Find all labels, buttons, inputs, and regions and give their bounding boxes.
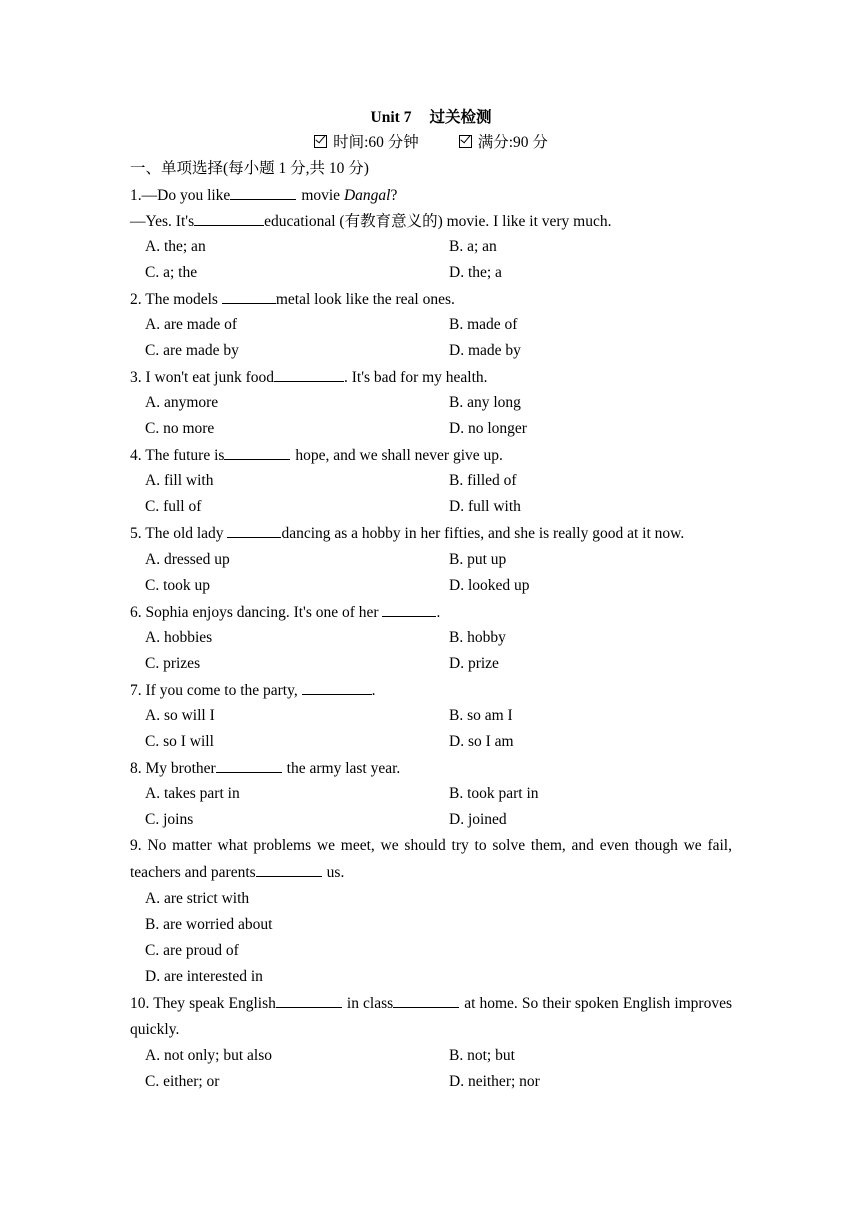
stem-text: in class (346, 995, 394, 1012)
movie-title: Dangal (343, 187, 391, 204)
time-info (314, 130, 419, 156)
question-10-stem (130, 990, 732, 1043)
stem-text: at home. So their spoken English improves quickly. (130, 995, 733, 1038)
stem-text: 5. The old lady (130, 525, 228, 542)
stem-text: 2. The models (130, 291, 222, 308)
option-d: D. made by (449, 342, 521, 359)
stem-text: 3. I won't eat junk food (130, 369, 274, 386)
answer-blank (216, 755, 282, 773)
stem-text: 8. My brother (130, 760, 216, 777)
question-number: 1. (130, 187, 142, 204)
option-d: D. joined (449, 811, 507, 828)
options-row (130, 886, 732, 912)
question-1-stem-2 (130, 208, 732, 234)
question-6-stem (130, 599, 732, 625)
options-row (130, 912, 732, 938)
option-d: D. no longer (449, 420, 527, 437)
stem-text: ? (390, 187, 398, 204)
stem-text: the army last year. (286, 760, 401, 777)
answer-blank (224, 442, 290, 460)
options-row (130, 1043, 732, 1069)
option-a: A. so will I (145, 707, 215, 724)
option-b: B. hobby (449, 629, 506, 646)
checkbox-icon (459, 135, 472, 148)
option-a: A. are made of (145, 316, 238, 333)
options-row (130, 234, 732, 260)
stem-text: hope, and we shall never give up. (295, 447, 503, 464)
stem-text: metal look like the real ones. (275, 291, 455, 308)
stem-text: 10. They speak English (130, 995, 276, 1012)
option-b: B. so am I (449, 707, 513, 724)
answer-blank (256, 859, 322, 877)
option-b: B. put up (449, 551, 507, 568)
options-row (130, 807, 732, 833)
unit-label: Unit 7 (370, 109, 412, 126)
option-a: A. takes part in (145, 785, 240, 802)
options-row (130, 1069, 732, 1095)
question-5-stem (130, 520, 732, 547)
question-7-stem (130, 677, 732, 703)
option-a: A. anymore (145, 394, 219, 411)
option-a: A. are strict with (145, 890, 250, 907)
answer-blank (302, 677, 372, 695)
page-title (130, 106, 732, 130)
answer-blank (227, 520, 281, 538)
stem-text: —Do you like (141, 187, 231, 204)
option-a: A. dressed up (145, 551, 230, 568)
option-b: B. a; an (449, 238, 497, 255)
option-b: B. took part in (449, 785, 539, 802)
option-a: A. not only; but also (145, 1047, 273, 1064)
answer-blank (230, 182, 296, 200)
options-row (130, 416, 732, 442)
question-4-stem (130, 442, 732, 468)
option-b: B. made of (449, 316, 518, 333)
options-row (130, 573, 732, 599)
stem-text: —Yes. It's (130, 213, 195, 230)
option-c: C. joins (145, 811, 194, 828)
option-d: D. prize (449, 655, 499, 672)
options-row (130, 494, 732, 520)
option-a: A. fill with (145, 472, 214, 489)
option-c: C. either; or (145, 1073, 220, 1090)
options-row (130, 390, 732, 416)
stem-text: . It's bad for my health. (344, 369, 488, 386)
option-d: D. so I am (449, 733, 514, 750)
options-row (130, 468, 732, 494)
option-d: D. neither; nor (449, 1073, 540, 1090)
section-heading: 一、单项选择(每小题 1 分,共 10 分) (130, 160, 369, 177)
stem-text: us. (326, 864, 345, 881)
options-row (130, 260, 732, 286)
option-d: D. are interested in (145, 968, 263, 985)
stem-text: 9. No matter what problems we meet, we should try to solve them, and even though we fail, teachers and parents (130, 837, 732, 881)
options-row (130, 781, 732, 807)
stem-text: educational (有教育意义的) movie. I like it very much. (264, 213, 612, 230)
option-d: D. full with (449, 498, 521, 515)
option-c: C. a; the (145, 264, 198, 281)
stem-text: 6. Sophia enjoys dancing. It's one of her (130, 604, 383, 621)
option-b: B. filled of (449, 472, 517, 489)
options-row (130, 729, 732, 755)
option-b: B. are worried about (145, 916, 273, 933)
question-3-stem (130, 364, 732, 390)
options-row (130, 651, 732, 677)
checkbox-icon (314, 135, 327, 148)
stem-text: 7. If you come to the party, (130, 682, 302, 699)
option-a: A. hobbies (145, 629, 213, 646)
option-a: A. the; an (145, 238, 206, 255)
answer-blank (194, 208, 264, 226)
answer-blank (393, 990, 459, 1008)
question-1-stem (130, 182, 732, 208)
question-8-stem (130, 755, 732, 781)
option-b: B. any long (449, 394, 521, 411)
option-c: C. no more (145, 420, 215, 437)
stem-text: . (371, 682, 376, 699)
option-c: C. are made by (145, 342, 239, 359)
options-row (130, 547, 732, 573)
exam-meta (130, 130, 732, 156)
option-c: C. are proud of (145, 942, 239, 959)
score-info (459, 130, 548, 156)
answer-blank (274, 364, 344, 382)
question-2-stem (130, 286, 732, 312)
options-row (130, 964, 732, 990)
stem-text: dancing as a hobby in her fifties, and she is really good at it now. (281, 525, 685, 542)
options-row (130, 312, 732, 338)
stem-text: movie (301, 187, 344, 204)
option-d: D. the; a (449, 264, 502, 281)
option-c: C. took up (145, 577, 211, 594)
time-text: 时间:60 分钟 (333, 134, 419, 151)
stem-text: . (436, 604, 441, 621)
options-row (130, 625, 732, 651)
answer-blank (382, 599, 436, 617)
option-c: C. prizes (145, 655, 201, 672)
stem-text: 4. The future is (130, 447, 225, 464)
option-c: C. full of (145, 498, 202, 515)
options-row (130, 338, 732, 364)
option-b: B. not; but (449, 1047, 515, 1064)
question-9-stem (130, 833, 732, 886)
answer-blank (276, 990, 342, 1008)
options-row (130, 938, 732, 964)
answer-blank (222, 286, 276, 304)
options-row (130, 703, 732, 729)
exam-page (130, 106, 732, 1095)
score-text: 满分:90 分 (477, 134, 548, 151)
option-d: D. looked up (449, 577, 530, 594)
title-label: 过关检测 (429, 109, 492, 126)
option-c: C. so I will (145, 733, 214, 750)
